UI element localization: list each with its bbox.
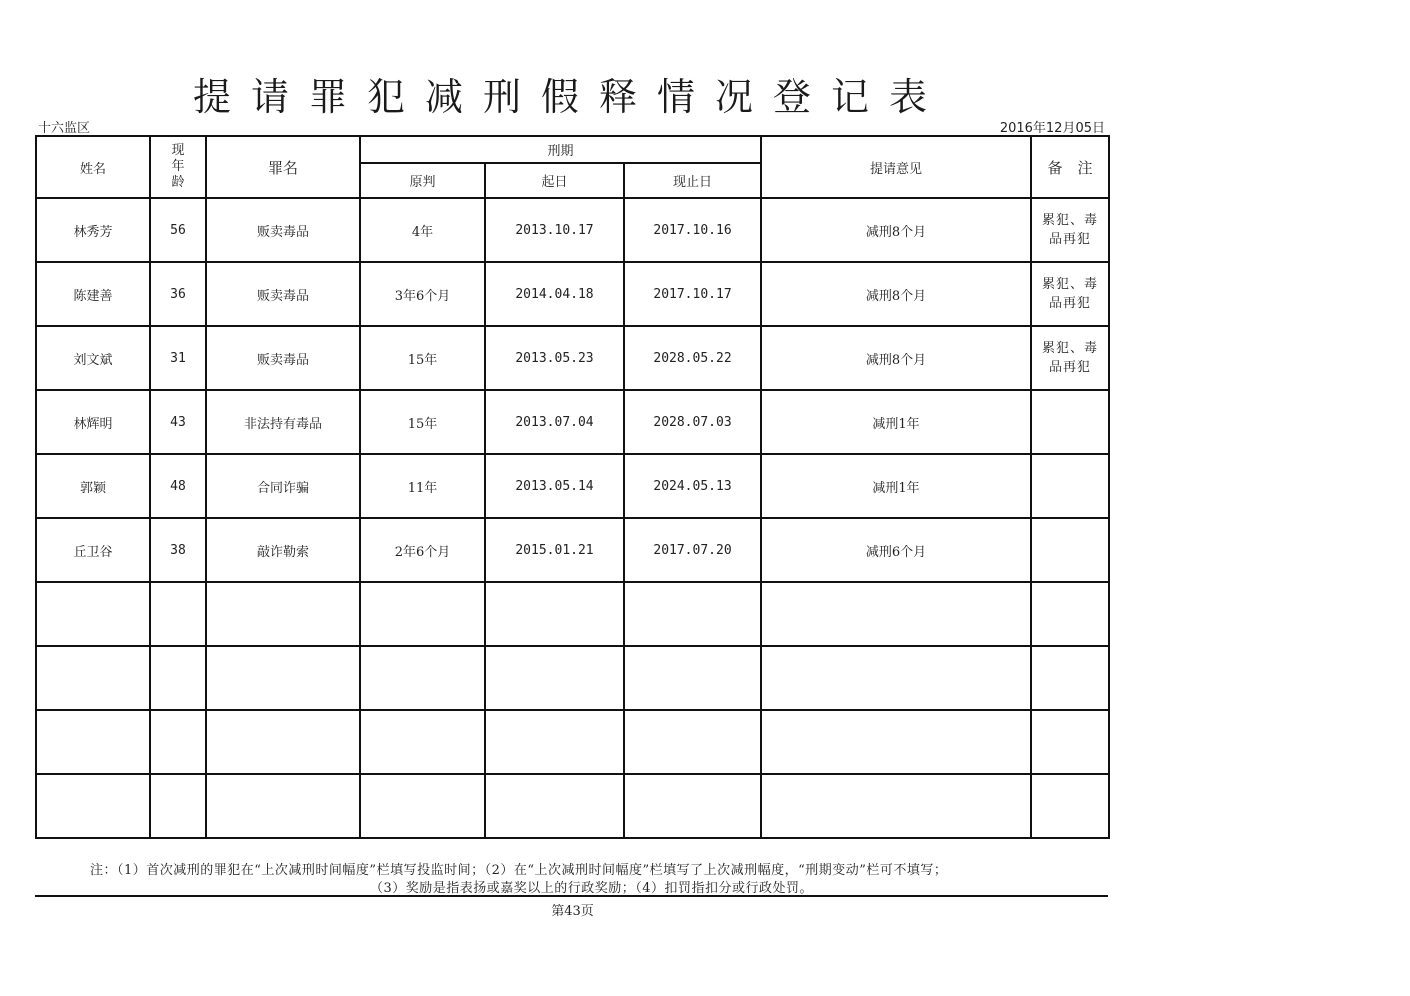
table-body [36,136,1109,838]
cell-start: 2013.05.14 [485,454,624,518]
cell-name: 刘文斌 [36,326,150,390]
cell-start [485,582,624,646]
department-label: 十六监区 [38,121,91,136]
cell-remark [1031,198,1109,262]
cell-proposal: 减刑8个月 [761,326,1031,390]
header-age-char: 龄 [171,175,185,190]
cell-original [360,582,485,646]
remark-text: 累犯、毒品再犯 [1042,213,1099,247]
header-row-top [36,136,1109,163]
cell-remark [1031,518,1109,582]
table-row [36,710,1109,774]
table-row [36,326,1109,390]
cell-crime: 贩卖毒品 [206,198,360,262]
table-row [36,454,1109,518]
header-crime: 罪名 [206,136,360,198]
header-end: 现止日 [624,163,761,198]
header-remark: 备 注 [1031,136,1109,198]
footnote-line-2: （3）奖励是指表扬或嘉奖以上的行政奖励；（4）扣罚指扣分或行政处罚。 [370,881,814,896]
cell-end: 2024.05.13 [624,454,761,518]
table-row [36,582,1109,646]
cell-proposal: 减刑1年 [761,390,1031,454]
cell-name: 林秀芳 [36,198,150,262]
table-row [36,198,1109,262]
header-name: 姓名 [36,136,150,198]
cell-remark [1031,774,1109,838]
cell-original: 15年 [360,326,485,390]
table-row [36,646,1109,710]
cell-remark [1031,582,1109,646]
cell-end: 2017.07.20 [624,518,761,582]
table-row [36,262,1109,326]
cell-crime [206,582,360,646]
cell-remark [1031,262,1109,326]
cell-name: 丘卫谷 [36,518,150,582]
cell-proposal: 减刑1年 [761,454,1031,518]
cell-original: 4年 [360,198,485,262]
cell-name [36,774,150,838]
cell-name: 林辉明 [36,390,150,454]
table-row [36,774,1109,838]
cell-proposal: 减刑8个月 [761,198,1031,262]
cell-name [36,646,150,710]
cell-crime: 合同诈骗 [206,454,360,518]
cell-age: 48 [150,454,206,518]
cell-start: 2015.01.21 [485,518,624,582]
cell-age: 31 [150,326,206,390]
cell-start: 2014.04.18 [485,262,624,326]
cell-name: 陈建善 [36,262,150,326]
table-row [36,518,1109,582]
cell-proposal [761,774,1031,838]
header-age-char: 现 [171,143,185,158]
cell-name [36,710,150,774]
cell-start: 2013.07.04 [485,390,624,454]
cell-age: 36 [150,262,206,326]
remark-text: 累犯、毒品再犯 [1042,277,1099,311]
cell-name [36,582,150,646]
cell-crime: 敲诈勒索 [206,518,360,582]
cell-start [485,646,624,710]
cell-age: 43 [150,390,206,454]
cell-age: 56 [150,198,206,262]
header-original: 原判 [360,163,485,198]
cell-proposal [761,582,1031,646]
cell-crime [206,710,360,774]
cell-name: 郭颖 [36,454,150,518]
cell-crime: 贩卖毒品 [206,262,360,326]
cell-age: 38 [150,518,206,582]
cell-start: 2013.10.17 [485,198,624,262]
header-age-char: 年 [171,159,185,174]
cell-remark [1031,326,1109,390]
cell-end: 2028.05.22 [624,326,761,390]
cell-end: 2017.10.17 [624,262,761,326]
cell-start [485,774,624,838]
cell-crime [206,774,360,838]
document-date: 2016年12月05日 [999,121,1105,136]
cell-original [360,710,485,774]
footer-rule [35,895,1108,897]
header-start: 起日 [485,163,624,198]
cell-age [150,582,206,646]
cell-age [150,710,206,774]
footnote [40,862,1108,898]
cell-proposal: 减刑8个月 [761,262,1031,326]
cell-end: 2017.10.16 [624,198,761,262]
footnote-line-1: 注：（1）首次减刑的罪犯在“上次减刑时间幅度”栏填写投监时间；（2）在“上次减刑时间幅度”栏填写了上次减刑幅度，“刑期变动”栏可不填写； [90,863,948,878]
cell-original [360,646,485,710]
register-table [35,135,1110,839]
cell-original: 11年 [360,454,485,518]
cell-age [150,646,206,710]
cell-start: 2013.05.23 [485,326,624,390]
cell-start [485,710,624,774]
document-title: 提请罪犯减刑假释情况登记表 [192,75,947,119]
header-sentence: 刑期 [360,136,761,163]
page-number: 第43页 [551,904,594,919]
remark-text: 累犯、毒品再犯 [1042,341,1099,375]
cell-original: 15年 [360,390,485,454]
cell-end [624,710,761,774]
cell-proposal [761,646,1031,710]
cell-crime: 非法持有毒品 [206,390,360,454]
cell-proposal: 减刑6个月 [761,518,1031,582]
cell-end [624,582,761,646]
cell-original: 3年6个月 [360,262,485,326]
cell-crime: 贩卖毒品 [206,326,360,390]
cell-remark [1031,390,1109,454]
cell-original: 2年6个月 [360,518,485,582]
cell-crime [206,646,360,710]
cell-end: 2028.07.03 [624,390,761,454]
cell-remark [1031,710,1109,774]
cell-original [360,774,485,838]
cell-proposal [761,710,1031,774]
table-row [36,390,1109,454]
header-proposal: 提请意见 [761,136,1031,198]
header-age [150,136,206,198]
cell-remark [1031,454,1109,518]
cell-age [150,774,206,838]
cell-remark [1031,646,1109,710]
cell-end [624,646,761,710]
cell-end [624,774,761,838]
